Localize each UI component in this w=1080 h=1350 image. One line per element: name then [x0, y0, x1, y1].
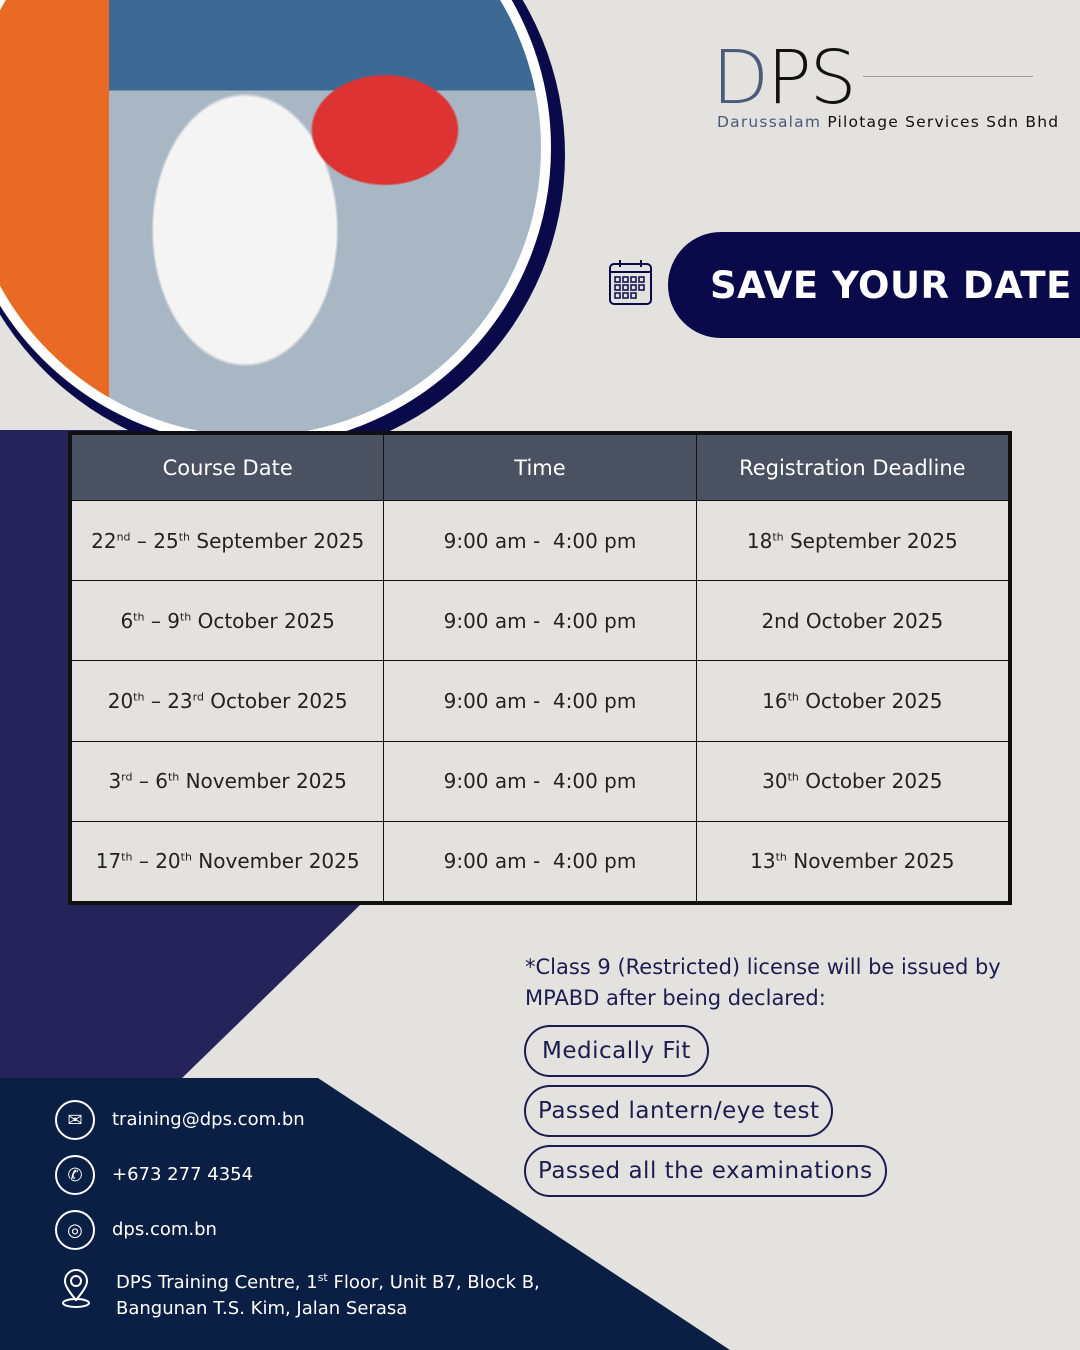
date-sup: th [179, 610, 192, 624]
date-sup: th [180, 850, 192, 864]
deadline-month: November 2025 [786, 849, 955, 874]
logo-divider [863, 76, 1033, 77]
date-sup: th [133, 610, 145, 624]
deadline-day: 18 [746, 528, 773, 553]
date-day: 20 [155, 849, 181, 874]
date-month: September 2025 [190, 528, 365, 553]
date-day: 25 [153, 528, 179, 553]
deadline-day: 2nd [761, 608, 800, 633]
date-sup: th [178, 529, 191, 543]
date-sup: nd [116, 529, 131, 543]
table-row [72, 581, 1009, 661]
deadline-sup: th [787, 770, 799, 784]
course-date-cell: 20th – 23rd October 2025 [72, 661, 384, 741]
contact-address [116, 1265, 540, 1322]
time-cell: 9:00 am - 4:00 pm [384, 581, 696, 661]
deadline-month: October 2025 [798, 688, 943, 713]
deadline-cell [696, 501, 1008, 581]
date-sup: rd [121, 770, 133, 784]
outboard-motor-photo [0, 0, 551, 446]
deadline-month: October 2025 [799, 608, 944, 633]
date-day: 9 [167, 608, 180, 633]
deadline-cell [696, 821, 1008, 901]
address-sup: st [317, 1271, 328, 1284]
time-cell: 9:00 am - 4:00 pm [384, 741, 696, 821]
date-day: 20 [107, 688, 134, 713]
deadline-sup: th [787, 690, 799, 704]
table-row [72, 661, 1009, 741]
company-name [717, 113, 1059, 131]
deadline-cell [696, 661, 1008, 741]
deadline-day: 16 [762, 688, 788, 713]
email-icon: ✉ [55, 1100, 95, 1140]
address-part: DPS Training Centre, 1 [116, 1272, 318, 1293]
deadline-month: September 2025 [783, 528, 958, 553]
date-day: 3 [108, 769, 122, 794]
logo-ps: PS [766, 35, 855, 121]
company-name-b: Pilotage Services Sdn Bhd [821, 113, 1060, 131]
contact-phone[interactable]: +673 277 4354 [112, 1164, 254, 1185]
phone-icon: ✆ [55, 1155, 95, 1195]
deadline-cell [696, 581, 1008, 661]
globe-icon: ◎ [55, 1210, 95, 1250]
course-date-cell: 17th – 20th November 2025 [72, 821, 384, 901]
deadline-cell [696, 741, 1008, 821]
date-sup: th [167, 770, 180, 784]
date-day: 23 [167, 688, 193, 713]
boat-photo-circle [0, 0, 565, 460]
deadline-day: 30 [762, 769, 788, 794]
time-cell: 9:00 am - 4:00 pm [384, 661, 696, 741]
date-sup: rd [192, 690, 204, 704]
dps-logo [712, 35, 855, 121]
table-row [72, 501, 1009, 581]
table-row [72, 821, 1009, 901]
header-time: Time [384, 435, 696, 501]
requirement-tag: Passed lantern/eye test [524, 1085, 833, 1137]
course-date-cell: 22nd – 25th September 2025 [72, 501, 384, 581]
contact-website[interactable]: dps.com.bn [112, 1219, 217, 1240]
date-month: November 2025 [191, 849, 360, 874]
requirement-tag: Medically Fit [524, 1025, 709, 1077]
schedule-table [68, 431, 1012, 905]
course-date-cell: 3rd – 6th November 2025 [72, 741, 384, 821]
calendar-icon [608, 258, 653, 306]
date-day: 6 [120, 608, 134, 633]
license-note: *Class 9 (Restricted) license will be issued by MPABD after being declared: [525, 955, 1001, 1010]
date-day: 6 [155, 769, 168, 794]
date-sup: th [133, 690, 145, 704]
header-course-date: Course Date [72, 435, 384, 501]
date-day: 22 [91, 528, 117, 553]
date-month: November 2025 [179, 769, 347, 794]
location-pin-icon [60, 1268, 92, 1310]
address-line2: Bangunan T.S. Kim, Jalan Serasa [116, 1298, 408, 1319]
banner-title: SAVE YOUR DATE [710, 263, 1072, 307]
deadline-month: October 2025 [798, 769, 943, 794]
deadline-sup: th [772, 529, 784, 543]
save-your-date-banner [668, 232, 1080, 338]
logo-d: D [712, 35, 767, 121]
date-month: October 2025 [203, 688, 348, 713]
course-date-cell: 6th – 9th October 2025 [72, 581, 384, 661]
date-sup: th [121, 850, 133, 864]
header-registration-deadline: Registration Deadline [696, 435, 1008, 501]
time-cell: 9:00 am - 4:00 pm [384, 501, 696, 581]
deadline-sup: th [775, 850, 787, 864]
date-month: October 2025 [191, 608, 335, 633]
requirement-tag: Passed all the examinations [524, 1145, 887, 1197]
address-part: Floor, Unit B7, Block B, [327, 1272, 540, 1293]
date-day: 17 [95, 849, 122, 874]
table-row [72, 741, 1009, 821]
contact-email[interactable]: training@dps.com.bn [112, 1109, 305, 1130]
deadline-day: 13 [750, 849, 776, 874]
company-name-a: Darussalam [717, 113, 822, 131]
time-cell: 9:00 am - 4:00 pm [384, 821, 696, 901]
